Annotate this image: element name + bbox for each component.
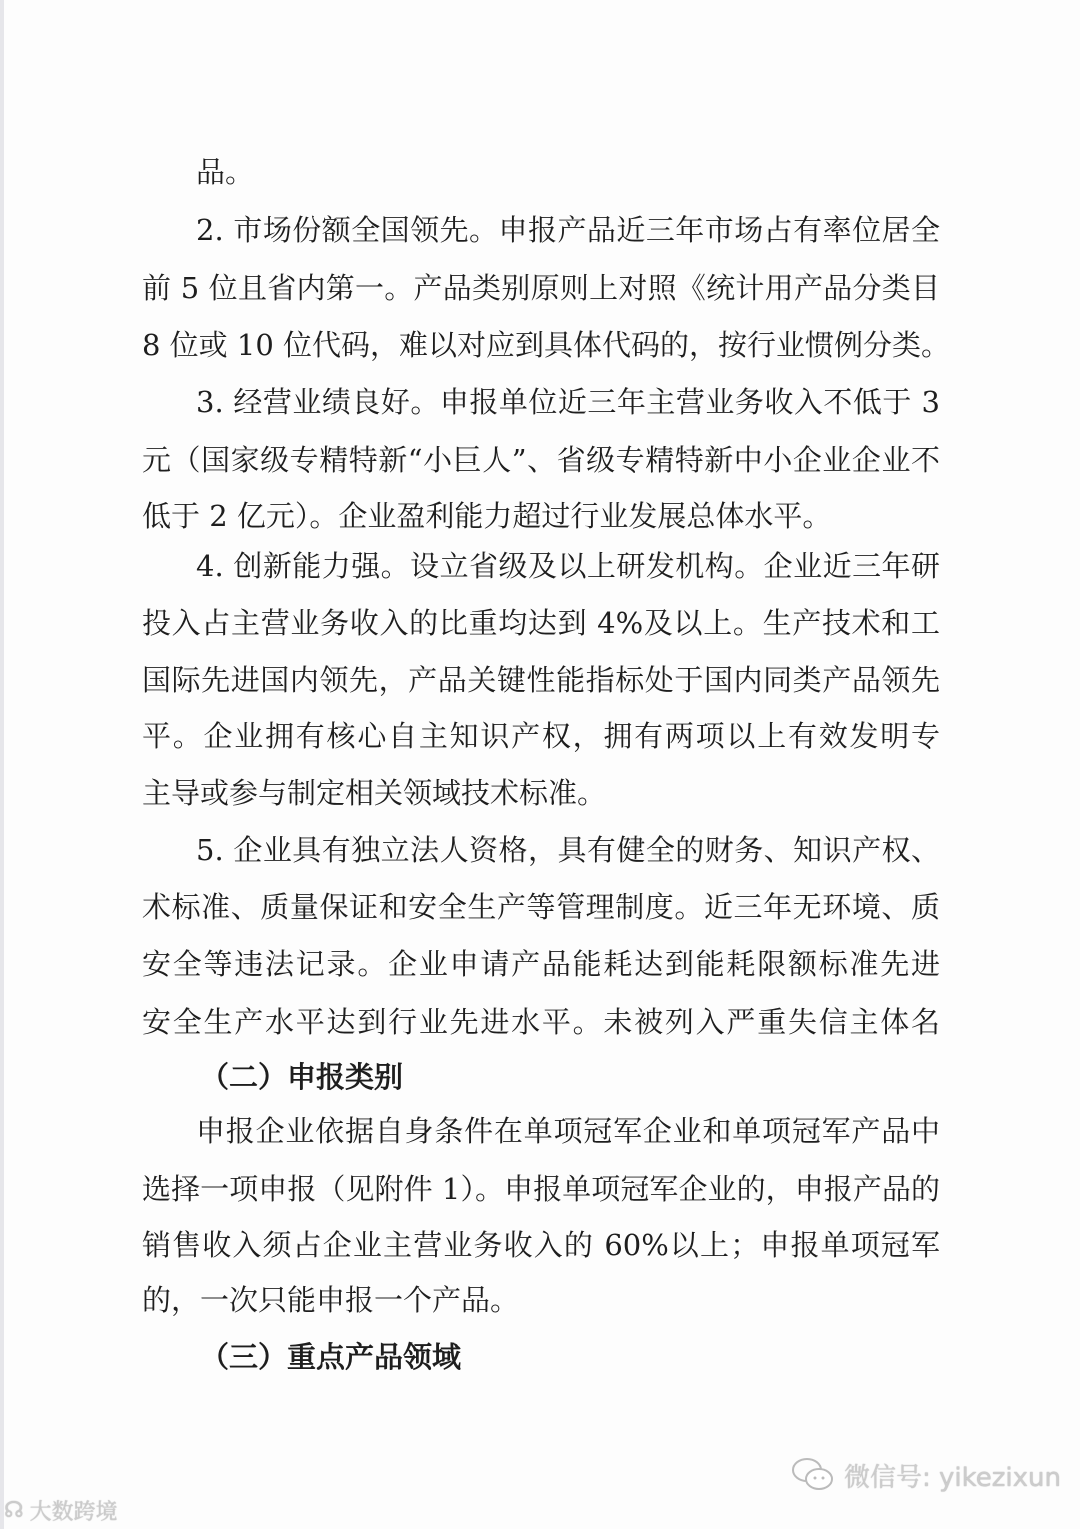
wechat-watermark [790,1455,1061,1495]
text-line: 术标准、质量保证和安全生产等管理制度。近三年无环境、质 [142,890,940,924]
text-line: 选择一项申报（见附件 1）。申报单项冠军企业的，申报产品的 [142,1172,940,1206]
text-line: 4. 创新能力强。设立省级及以上研发机构。企业近三年研 [196,549,940,583]
text-line: 申报企业依据自身条件在单项冠军企业和单项冠军产品中 [196,1114,940,1148]
brand-logo-icon: ☊ [4,1498,24,1523]
page-edge [0,0,4,1529]
text-line: 的，一次只能申报一个产品。 [142,1283,520,1317]
section-heading: （三）重点产品领域 [200,1340,462,1374]
text-line: 3. 经营业绩良好。申报单位近三年主营业务收入不低于 3 [196,385,940,419]
wechat-icon [790,1455,836,1495]
text-line: 投入占主营业务收入的比重均达到 4%及以上。生产技术和工 [142,606,940,640]
text-line: 2. 市场份额全国领先。申报产品近三年市场占有率位居全 [196,213,940,247]
wechat-id: 微信号: yikezixun [844,1462,1061,1493]
text-line: 安全生产水平达到行业先进水平。未被列入严重失信主体名 [142,1005,940,1039]
text-line: 安全等违法记录。企业申请产品能耗达到能耗限额标准先进 [142,947,940,981]
text-line: 8 位或 10 位代码，难以对应到具体代码的，按行业惯例分类。 [142,328,951,362]
brand-watermark [4,1495,118,1526]
text-line: 平。企业拥有核心自主知识产权，拥有两项以上有效发明专 [142,719,940,753]
section-heading: （二）申报类别 [200,1060,404,1094]
text-line: 低于 2 亿元）。企业盈利能力超过行业发展总体水平。 [142,499,832,533]
text-line: 主导或参与制定相关领域技术标准。 [142,776,607,810]
brand-name: 大数跨境 [29,1500,118,1525]
text-line: 前 5 位且省内第一。产品类别原则上对照《统计用产品分类目 [142,271,940,305]
text-line: 元（国家级专精特新“小巨人”、省级专精特新中小企业企业不 [142,443,940,477]
text-line: 销售收入须占企业主营业务收入的 60%以上；申报单项冠军 [142,1228,940,1262]
text-line: 品。 [196,155,255,189]
text-line: 5. 企业具有独立法人资格，具有健全的财务、知识产权、 [196,833,940,867]
text-line: 国际先进国内领先，产品关键性能指标处于国内同类产品领先 [142,663,940,697]
